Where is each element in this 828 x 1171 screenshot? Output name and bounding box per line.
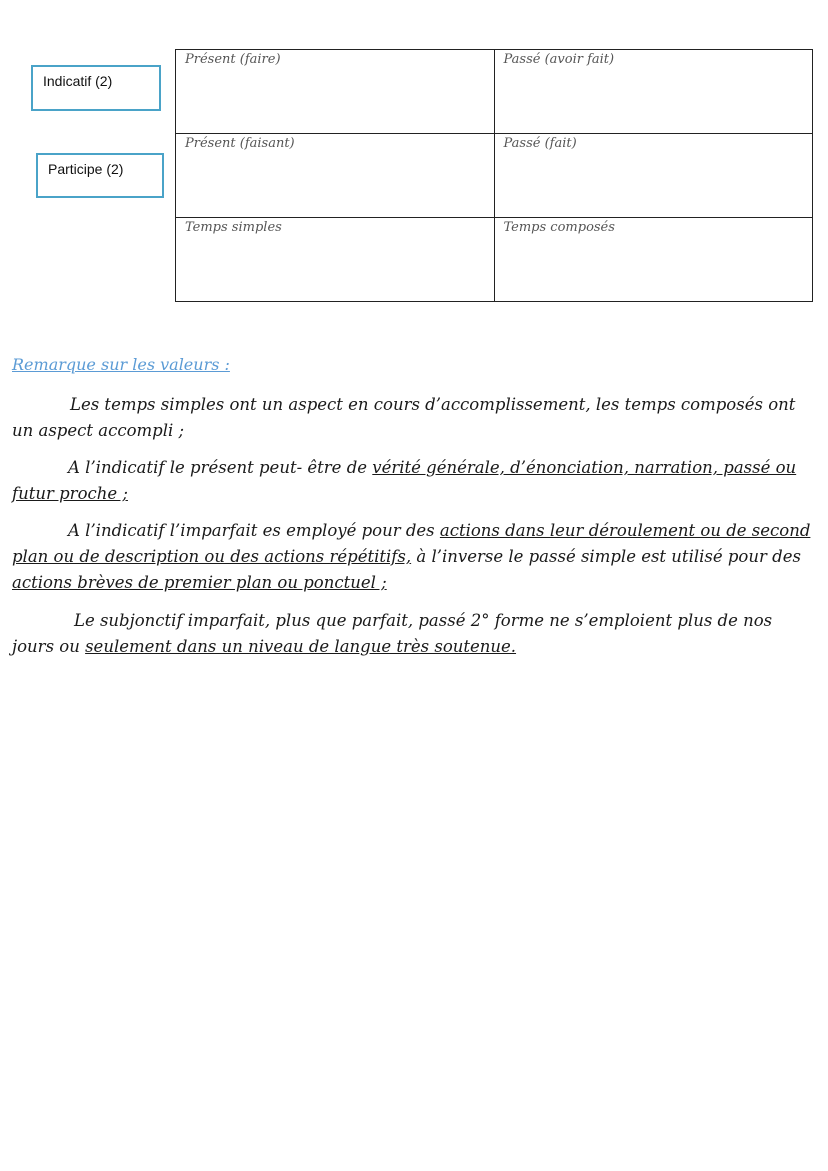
table-cell: Présent (faisant) <box>176 134 495 218</box>
paragraph-text: A l’indicatif le présent peut- être de <box>68 458 373 477</box>
paragraph-present <box>12 455 816 507</box>
table-cell: Temps simples <box>176 218 495 302</box>
underlined-text: vérité générale, d’énonciation, narration, passé ou futur proche ; <box>12 458 797 503</box>
paragraph-text: à l’inverse le passé simple est utilisé pour des <box>411 547 801 566</box>
paragraph-subjonctif <box>12 608 816 660</box>
table-cell: Passé (avoir fait) <box>494 50 813 134</box>
participe-label-box <box>36 153 164 198</box>
indicatif-label: Indicatif (2) <box>43 73 113 89</box>
paragraph-text: Le subjonctif imparfait, plus que parfait, passé 2° forme ne s’emploient plus de nos jours ou <box>12 611 773 656</box>
participe-label: Participe (2) <box>48 161 124 177</box>
indicatif-label-box <box>31 65 161 111</box>
paragraph-aspect: Les temps simples ont un aspect en cours d’accomplissement, les temps composés ont un aspect accompli ; <box>12 395 796 440</box>
paragraph-imparfait <box>12 518 816 596</box>
table-cell: Présent (faire) <box>176 50 495 134</box>
conjugation-table <box>175 49 813 302</box>
table-row <box>176 218 813 302</box>
table-cell: Temps composés <box>494 218 813 302</box>
table-row <box>176 50 813 134</box>
underlined-text: seulement dans un niveau de langue très soutenue. <box>85 637 517 656</box>
table-cell: Passé (fait) <box>494 134 813 218</box>
remarque-title: Remarque sur les valeurs : <box>12 355 230 374</box>
paragraph-text: A l’indicatif l’imparfait es employé pour des <box>68 521 440 540</box>
underlined-text: actions dans leur déroulement ou de second plan ou de description ou des actions répétitifs, <box>12 521 811 566</box>
table-row <box>176 134 813 218</box>
underlined-text: actions brèves de premier plan ou ponctuel ; <box>12 573 387 592</box>
